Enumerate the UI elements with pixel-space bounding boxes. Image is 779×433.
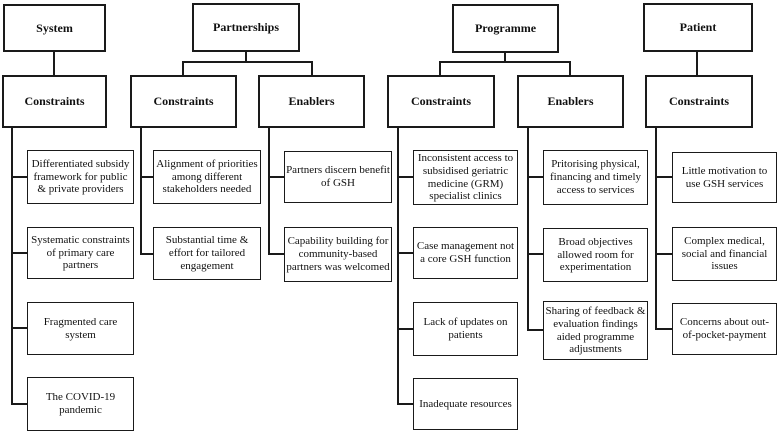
connector-line [696,52,698,75]
item-text: Inconsistent access to subsidised geriatric medicine (GRM) specialist clinics [417,151,514,203]
item-box [27,377,134,431]
item-box [543,150,648,205]
item-box [543,301,648,360]
connector-stub [140,176,153,178]
group-label-system: System [36,20,73,35]
item-box [27,227,134,279]
connector-stub [655,176,672,178]
connector-stub [397,403,413,405]
item-box [413,150,518,205]
subgroup-label: Constraints [153,94,214,108]
item-text: Little motivation to use GSH services [681,164,768,190]
connector-rail [527,128,529,331]
connector-line [439,61,441,75]
item-text: Systematic constraints of primary care partners [31,233,130,272]
item-text: Inadequate resources [419,397,512,410]
connector-stub [268,253,284,255]
connector-stub [397,252,413,254]
item-text: Case management not a core GSH function [416,240,515,265]
item-box [153,227,261,280]
item-box [284,151,392,203]
connector-stub [527,329,543,331]
item-box [413,227,518,279]
subgroup-label: Enablers [288,94,335,108]
connector-stub [140,253,153,255]
item-box [413,302,518,356]
connector-stub [11,403,27,405]
item-text: Capability building for community-based partners was welcomed [286,235,390,273]
connector-rail [397,128,399,405]
connector-stub [527,253,543,255]
item-text: Lack of updates on patients [423,316,508,341]
item-text: Substantial time & effort for tailored engagement [165,234,249,272]
item-text: Broad objectives allowed room for experimentation [557,235,634,274]
item-text: Sharing of feedback & evaluation findings aided programme adjustments [545,304,646,356]
item-text: Partners discern benefit of GSH [286,164,390,189]
item-text: The COVID-19 pandemic [45,391,116,416]
item-text: Alignment of priorities among different stakeholders needed [156,157,258,196]
item-text: Complex medical, social and financial issues [681,234,768,273]
subgroup-label: Enablers [547,94,594,108]
connector-line [182,61,184,75]
group-box-patient [643,3,753,52]
connector-rail [140,128,142,255]
group-label-programme: Programme [474,21,537,35]
item-box [413,378,518,430]
connector-line [53,52,55,75]
item-box [672,303,777,355]
group-label-partnerships: Partnerships [213,20,279,34]
item-box [672,152,777,203]
item-text: Differentiated subsidy framework for public & private providers [31,157,130,196]
connector-rail [268,128,270,255]
connector-stub [268,176,284,178]
connector-stub [397,176,413,178]
connector-stub [11,176,27,178]
connector-stub [11,252,27,254]
subgroup-label: Constraints [668,94,729,108]
subgroup-box-patient-constraints [645,75,753,128]
subgroup-box-system-constraints [2,75,107,128]
item-box [27,302,134,355]
group-box-programme [452,4,559,53]
item-text: Concerns about out-of-pocket-payment [679,316,770,341]
connector-rail [655,128,657,330]
connector-line [569,61,571,75]
connector-line [311,61,313,75]
connector-stub [655,253,672,255]
item-text: Pritorising physical, financing and timely access to services [549,158,642,196]
subgroup-box-partnerships-enablers [258,75,365,128]
connector-line [439,61,571,63]
item-box [284,227,392,282]
group-label-patient: Patient [679,20,717,34]
connector-line [182,61,313,63]
item-box [153,150,261,204]
connector-stub [11,327,27,329]
group-box-partnerships [192,3,300,52]
subgroup-label: Constraints [24,94,85,108]
connector-stub [527,176,543,178]
subgroup-box-partnerships-constraints [130,75,237,128]
item-box [672,227,777,281]
subgroup-label: Constraints [410,94,471,108]
subgroup-box-programme-constraints [387,75,495,128]
item-box [543,228,648,282]
item-box [27,150,134,204]
subgroup-box-programme-enablers [517,75,624,128]
connector-stub [397,328,413,330]
group-box-system [3,4,106,52]
connector-rail [11,128,13,405]
connector-stub [655,328,672,330]
item-text: Fragmented care system [43,315,118,341]
